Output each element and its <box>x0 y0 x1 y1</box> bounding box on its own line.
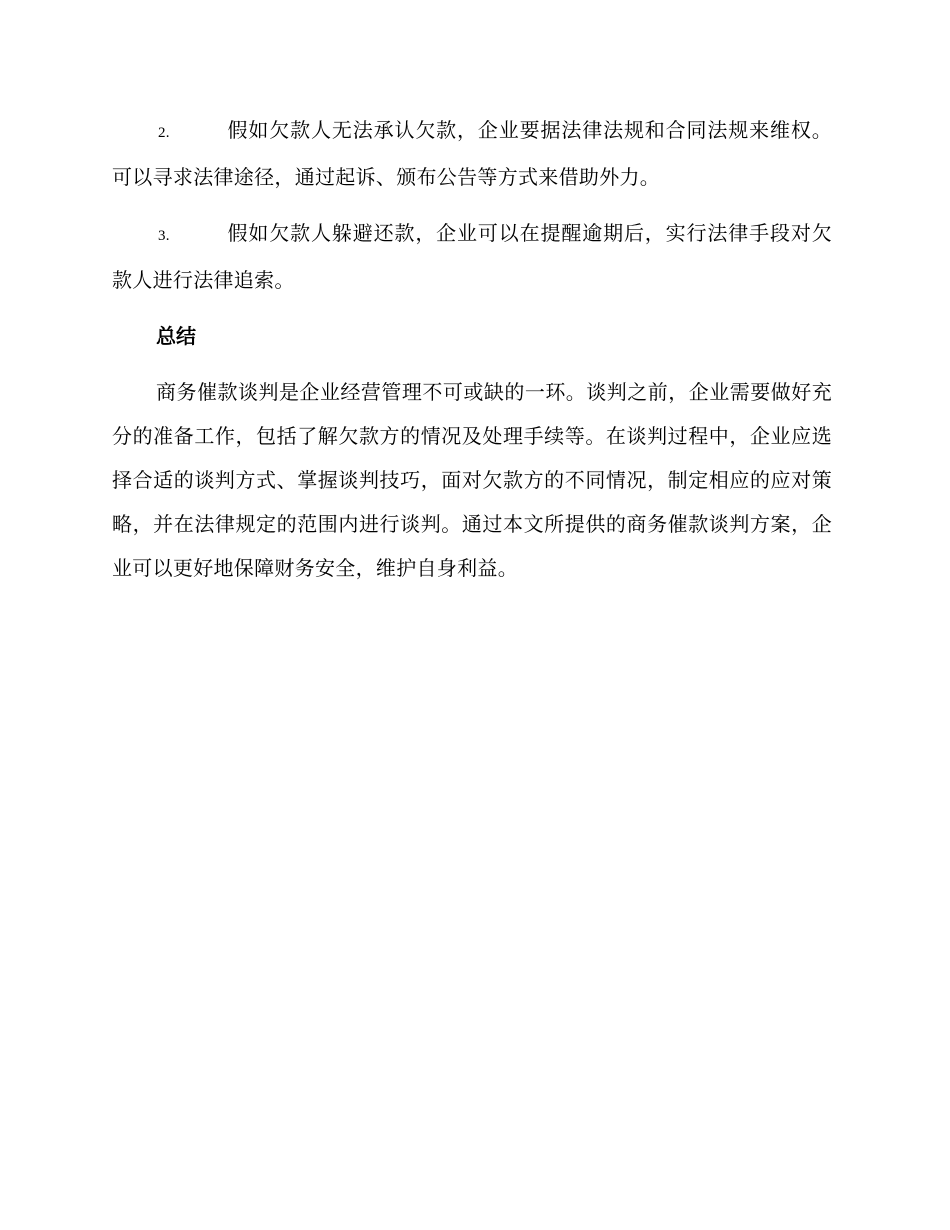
list-number: 2. <box>158 125 170 141</box>
list-item-text: 假如欠款人无法承认欠款，企业要据法律法规和合同法规来维权。可以寻求法律途径，通过起诉、颁布公告等方式来借助外力。 <box>112 118 832 189</box>
list-item-3 <box>112 211 832 302</box>
list-number: 3. <box>158 228 170 244</box>
list-item-2 <box>112 108 832 199</box>
list-item-text: 假如欠款人躲避还款，企业可以在提醒逾期后，实行法律手段对欠款人进行法律追索。 <box>112 221 832 292</box>
document-body <box>112 108 832 602</box>
summary-paragraph: 商务催款谈判是企业经营管理不可或缺的一环。谈判之前，企业需要做好充分的准备工作，包括了解欠款方的情况及处理手续等。在谈判过程中，企业应选择合适的谈判方式、掌握谈判技巧，面对欠款方的不同情况，制定相应的应对策略，并在法律规定的范围内进行谈判。通过本文所提供的商务催款谈判方案，企业可以更好地保障财务安全，维护自身利益。 <box>112 380 832 580</box>
summary-heading: 总结 <box>156 324 196 348</box>
